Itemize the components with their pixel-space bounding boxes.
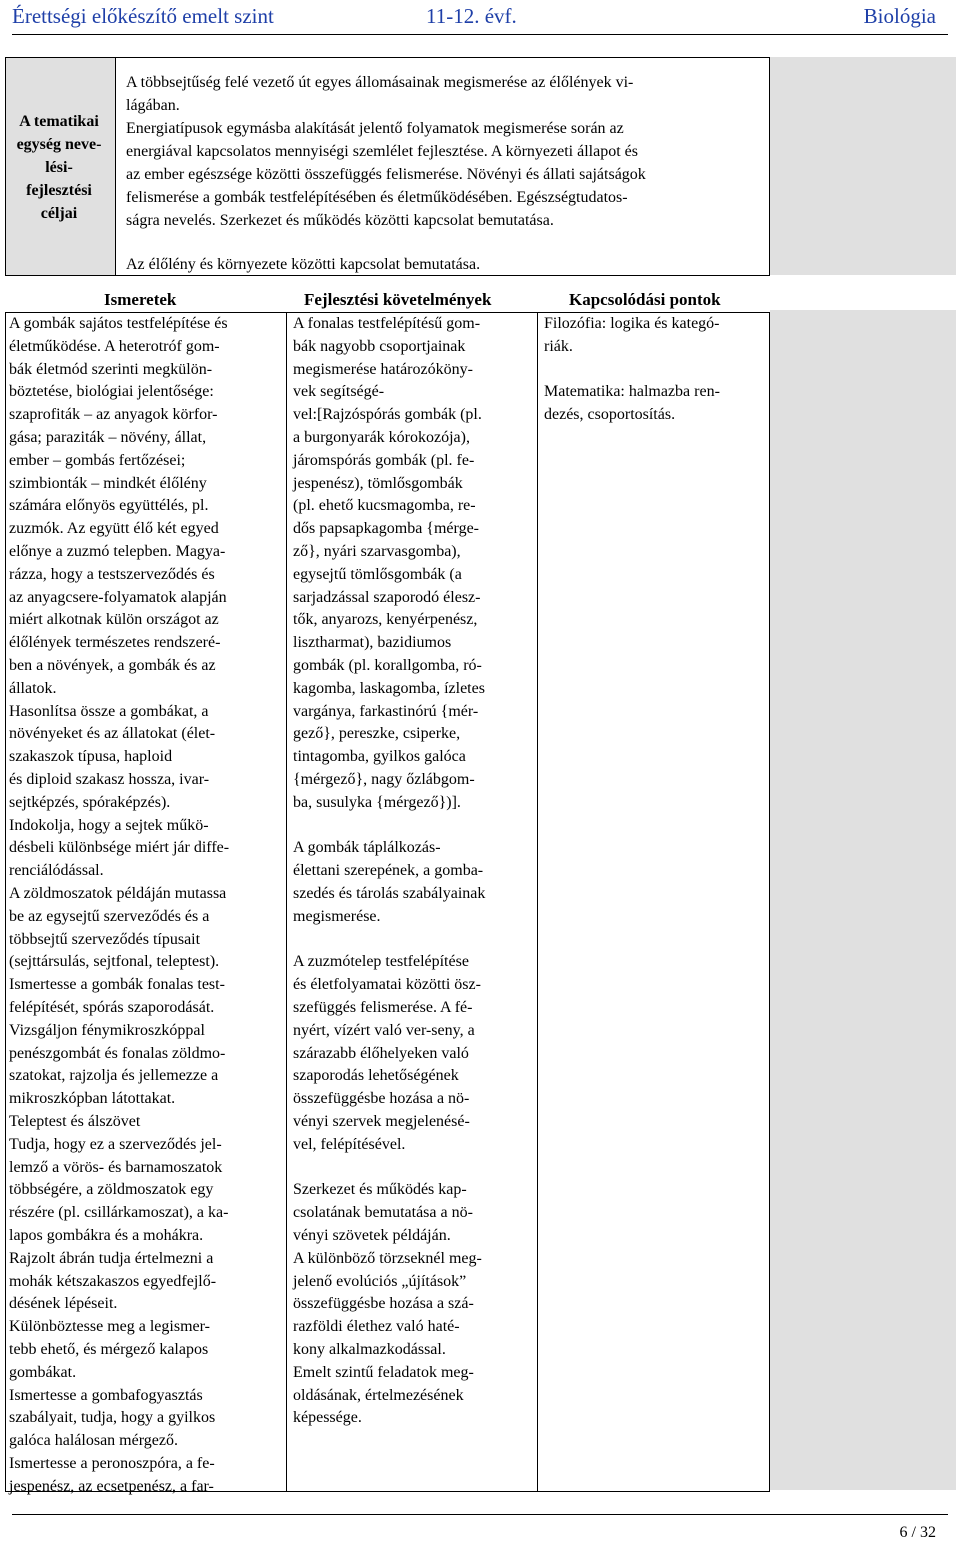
ismeretek-line: Hasonlítsa össze a gombákat, a [9, 702, 209, 720]
ismeretek-line: növényeket és az állatokat (élet- [9, 725, 216, 743]
kovetelmenyek-line: ba, susulyka {mérgező})]. [293, 793, 461, 811]
ismeretek-line: előnye a zuzmó telepben. Magya- [9, 543, 226, 560]
ismeretek-line: élőlények természetes rendszeré- [9, 634, 221, 652]
ismeretek-line: életműködése. A heterotróf gom- [9, 337, 220, 355]
kovetelmenyek-line: vényi szövetek példáján. [293, 1227, 451, 1244]
ismeretek-line: Ismertesse a gombafogyasztás [9, 1386, 203, 1404]
goals-label-line: A tematikai [19, 113, 99, 130]
ismeretek-line: ben a növények, a gombák és az [9, 657, 216, 674]
ismeretek-line: szaprofiták – az anyagok körfor- [9, 406, 218, 424]
goals-label-line: fejlesztési [26, 182, 92, 199]
ismeretek-line: mikroszkópban látottakat. [9, 1090, 176, 1108]
ismeretek-line: ember – gombás fertőzései; [9, 451, 186, 469]
kovetelmenyek-line: jespenész), tömlősgombák [293, 474, 463, 492]
ismeretek-line: szimbionták – mindkét élőlény [9, 474, 207, 492]
ismeretek-line: galóca halálosan mérgező. [9, 1432, 178, 1450]
kovetelmenyek-line: egysejtű tömlősgombák (a [293, 565, 462, 583]
ismeretek-line: penészgombát és fonalas zöldmo- [9, 1044, 226, 1062]
kovetelmenyek-line: A gombák táplálkozás- [293, 839, 441, 857]
ismeretek-line: Rajzolt ábrán tudja értelmezni a [9, 1249, 214, 1267]
table-divider-1 [286, 312, 287, 1492]
header-title: Érettségi előkészítő emelt szint [12, 4, 274, 28]
kovetelmenyek-line: járomspórás gombák (pl. fe- [293, 451, 475, 469]
ismeretek-line: Vizsgáljon fénymikroszkóppal [9, 1021, 205, 1039]
goals-line: Az élőlény és környezete közötti kapcsolat bemutatása. [126, 256, 481, 273]
kovetelmenyek-line: (pl. ehető kucsmagomba, re- [293, 497, 476, 515]
kovetelmenyek-line: {mérgező}, nagy őzlábgom- [293, 771, 475, 788]
kovetelmenyek-line: szaporodás lehetőségének [293, 1067, 459, 1085]
ismeretek-line: böztetése, biológiai jelentősége: [9, 383, 214, 401]
ismeretek-line: Indokolja, hogy a sejtek műkö- [9, 816, 209, 834]
ismeretek-line: gása; paraziták – növény, állat, [9, 429, 207, 446]
ismeretek-line: gombákat. [9, 1363, 77, 1381]
kovetelmenyek-line: nyért, vízért való ver-seny, a [293, 1021, 475, 1039]
ismeretek-line: rázza, hogy a testszerveződés és [9, 565, 215, 583]
goals-line: az ember egészsége közötti összefüggés felismerése. Növényi és állati sajátságok [126, 166, 646, 183]
ismeretek-line: zuzmók. Az együtt élő két egyed [9, 520, 219, 538]
ismeretek-line: felépítését, spórás szaporodását. [9, 999, 215, 1016]
goals-label [5, 110, 113, 225]
kovetelmenyek-line: vényi szervek megjelenésé- [293, 1113, 470, 1130]
ismeretek-line: tebb ehető, és mérgező kalapos [9, 1341, 209, 1358]
ismeretek-line: Különböztesse meg a legismer- [9, 1318, 210, 1336]
ismeretek-line: (sejttársulás, sejtfonal, teleptest). [9, 953, 220, 971]
ismeretek-line: Teleptest és álszövet [9, 1113, 141, 1130]
goals-label-line: céljai [40, 205, 78, 222]
ismeretek-line: és diploid szakasz hossza, ivar- [9, 771, 210, 788]
kovetelmenyek-line: Szerkezet és működés kap- [293, 1181, 467, 1199]
kovetelmenyek-line: gombák (pl. korallgomba, ró- [293, 657, 482, 674]
kovetelmenyek-line: szefüggés felismerése. A fé- [293, 999, 473, 1016]
ismeretek-line: jespenész, az ecsetpenész, a far- [9, 1477, 214, 1495]
kovetelmenyek-line: razföldi élethez való haté- [293, 1318, 460, 1336]
header-grade: 11-12. évf. [426, 4, 517, 28]
kovetelmenyek-line: A zuzmótelep testfelépítése [293, 953, 469, 971]
ismeretek-line: szatokat, rajzolja és jellemezze a [9, 1067, 219, 1085]
ismeretek-line: renciálódással. [9, 862, 104, 880]
kapcsolodasi-line: riák. [544, 337, 573, 355]
ismeretek-line: többsejtű szerveződés típusait [9, 930, 201, 948]
ismeretek-line: többségére, a zöldmoszatok egy [9, 1181, 214, 1199]
ismeretek-line: számára előnyös együttélés, pl. [9, 497, 209, 515]
goals-line: A többsejtűség felé vezető út egyes állomásainak megismerése az élőlények vi- [126, 74, 634, 91]
kovetelmenyek-line: megismerése. [293, 907, 381, 925]
kovetelmenyek-line: vargánya, farkastinórú {mér- [293, 702, 479, 720]
kovetelmenyek-line: szárazabb élőhelyeken való [293, 1044, 469, 1062]
ismeretek-line: állatok. [9, 679, 57, 697]
kovetelmenyek-line: A fonalas testfelépítésű gom- [293, 315, 481, 332]
kovetelmenyek-line: vel:[Rajzóspórás gombák (pl. [293, 406, 482, 424]
ismeretek-line: désbeli különbsége miért jár diffe- [9, 839, 230, 857]
kovetelmenyek-line: A különböző törzseknél meg- [293, 1249, 482, 1267]
header-subject: Biológia [863, 4, 936, 28]
ismeretek-line: Tudja, hogy ez a szerveződés jel- [9, 1135, 222, 1153]
ismeretek-line: désének lépéseit. [9, 1295, 118, 1313]
ismeretek-line: sejtképzés, spóraképzés). [9, 793, 171, 811]
kovetelmenyek-line: összefüggésbe hozása a nö- [293, 1090, 470, 1108]
kovetelmenyek-line: csolatának bemutatása a nö- [293, 1204, 473, 1222]
ismeretek-line: Ismertesse a gombák fonalas test- [9, 976, 225, 994]
ismeretek-line: lemző a vörös- és barnamoszatok [9, 1158, 223, 1176]
kovetelmenyek-line: vek segítségé- [293, 383, 385, 401]
goals-line: lágában. [126, 97, 180, 114]
kovetelmenyek-line: megismerése határozóköny- [293, 360, 473, 378]
kovetelmenyek-line: tintagomba, gyilkos galóca [293, 748, 466, 766]
page-header [0, 2, 960, 36]
kovetelmenyek-line: gező}, pereszke, csiperke, [293, 725, 461, 743]
kovetelmenyek-line: kony alkalmazkodással. [293, 1341, 446, 1358]
kovetelmenyek-line: ző}, nyári szarvasgomba), [293, 543, 461, 560]
kovetelmenyek-line: kagomba, laskagomba, ízletes [293, 679, 485, 697]
kovetelmenyek-line: Emelt szintű feladatok meg- [293, 1363, 474, 1381]
col-header-kapcsolodasi: Kapcsolódási pontok [569, 290, 721, 309]
ismeretek-line: A zöldmoszatok példáján mutassa [9, 885, 227, 902]
header-rule [12, 34, 948, 35]
goals-divider [115, 57, 116, 276]
col-header-ismeretek: Ismeretek [104, 290, 177, 309]
ismeretek-line: lapos gombákra és a mohákra. [9, 1227, 204, 1244]
kovetelmenyek-line: vel, felépítésével. [293, 1135, 406, 1153]
ismeretek-line: az anyagcsere-folyamatok alapján [9, 588, 227, 606]
goal-right-shade [770, 57, 956, 275]
kovetelmenyek-line: oldásának, értelmezésének [293, 1386, 464, 1404]
kovetelmenyek-line: lisztharmat), bazidiumos [293, 634, 452, 652]
footer-rule [12, 1514, 948, 1515]
page-number: 6 / 32 [899, 1524, 936, 1541]
goals-label-line: lési- [45, 159, 73, 176]
ismeretek-line: mohák kétszakaszos egyedfejlő- [9, 1272, 217, 1290]
col-header-kovetelmenyek: Fejlesztési követelmények [304, 290, 492, 309]
ismeretek-line: A gombák sajátos testfelépítése és [9, 315, 228, 332]
table-divider-2 [537, 312, 538, 1492]
ismeretek-line: bák életmód szerinti megkülön- [9, 360, 213, 378]
kovetelmenyek-line: bák nagyobb csoportjainak [293, 337, 466, 355]
goals-line: Energiatípusok egymásba alakítását jelentő folyamatok megismerése során az [126, 120, 624, 137]
ismeretek-line: miért alkotnak külön országot az [9, 611, 219, 629]
kovetelmenyek-line: szedés és tárolás szabályainak [293, 885, 486, 902]
kapcsolodasi-line: Filozófia: logika és kategó- [544, 315, 720, 332]
kovetelmenyek-line: dős papsapkagomba {mérge- [293, 520, 479, 538]
kovetelmenyek-line: sarjadzással szaporodó élesz- [293, 588, 481, 606]
goals-line: energiával kapcsolatos mennyiségi szemlélet fejlesztése. A környezeti állapot és [126, 143, 638, 160]
goals-label-line: egység neve- [16, 136, 102, 153]
kovetelmenyek-line: a burgonyarák kórokozója), [293, 429, 470, 446]
kapcsolodasi-line: Matematika: halmazba ren- [544, 383, 720, 401]
kovetelmenyek-line: és életfolyamatai közötti ösz- [293, 976, 481, 994]
kovetelmenyek-line: képessége. [293, 1409, 362, 1427]
ismeretek-line: részére (pl. csillárkamoszat), a ka- [9, 1204, 229, 1222]
ismeretek-line: Ismertesse a peronoszpóra, a fe- [9, 1455, 215, 1472]
kapcsolodasi-line: dezés, csoportosítás. [544, 406, 676, 424]
goals-line: felismerése a gombák testfelépítésében és életműködésében. Egészségtudatos- [126, 189, 628, 206]
kovetelmenyek-line: jelenő evolúciós „újítások” [293, 1272, 467, 1290]
ismeretek-line: szakaszok típusa, haploid [9, 748, 173, 766]
right-margin-shade [770, 310, 956, 1490]
ismeretek-line: szabályait, tudja, hogy a gyilkos [9, 1409, 216, 1427]
goals-line: ságra nevelés. Szerkezet és működés közötti kapcsolat bemutatása. [126, 212, 554, 229]
kovetelmenyek-line: összefüggésbe hozása a szá- [293, 1295, 474, 1313]
ismeretek-line: be az egysejtű szerveződés és a [9, 907, 210, 925]
kovetelmenyek-line: élettani szerepének, a gomba- [293, 862, 484, 880]
kovetelmenyek-line: tők, anyarozs, kenyérpenész, [293, 611, 478, 629]
